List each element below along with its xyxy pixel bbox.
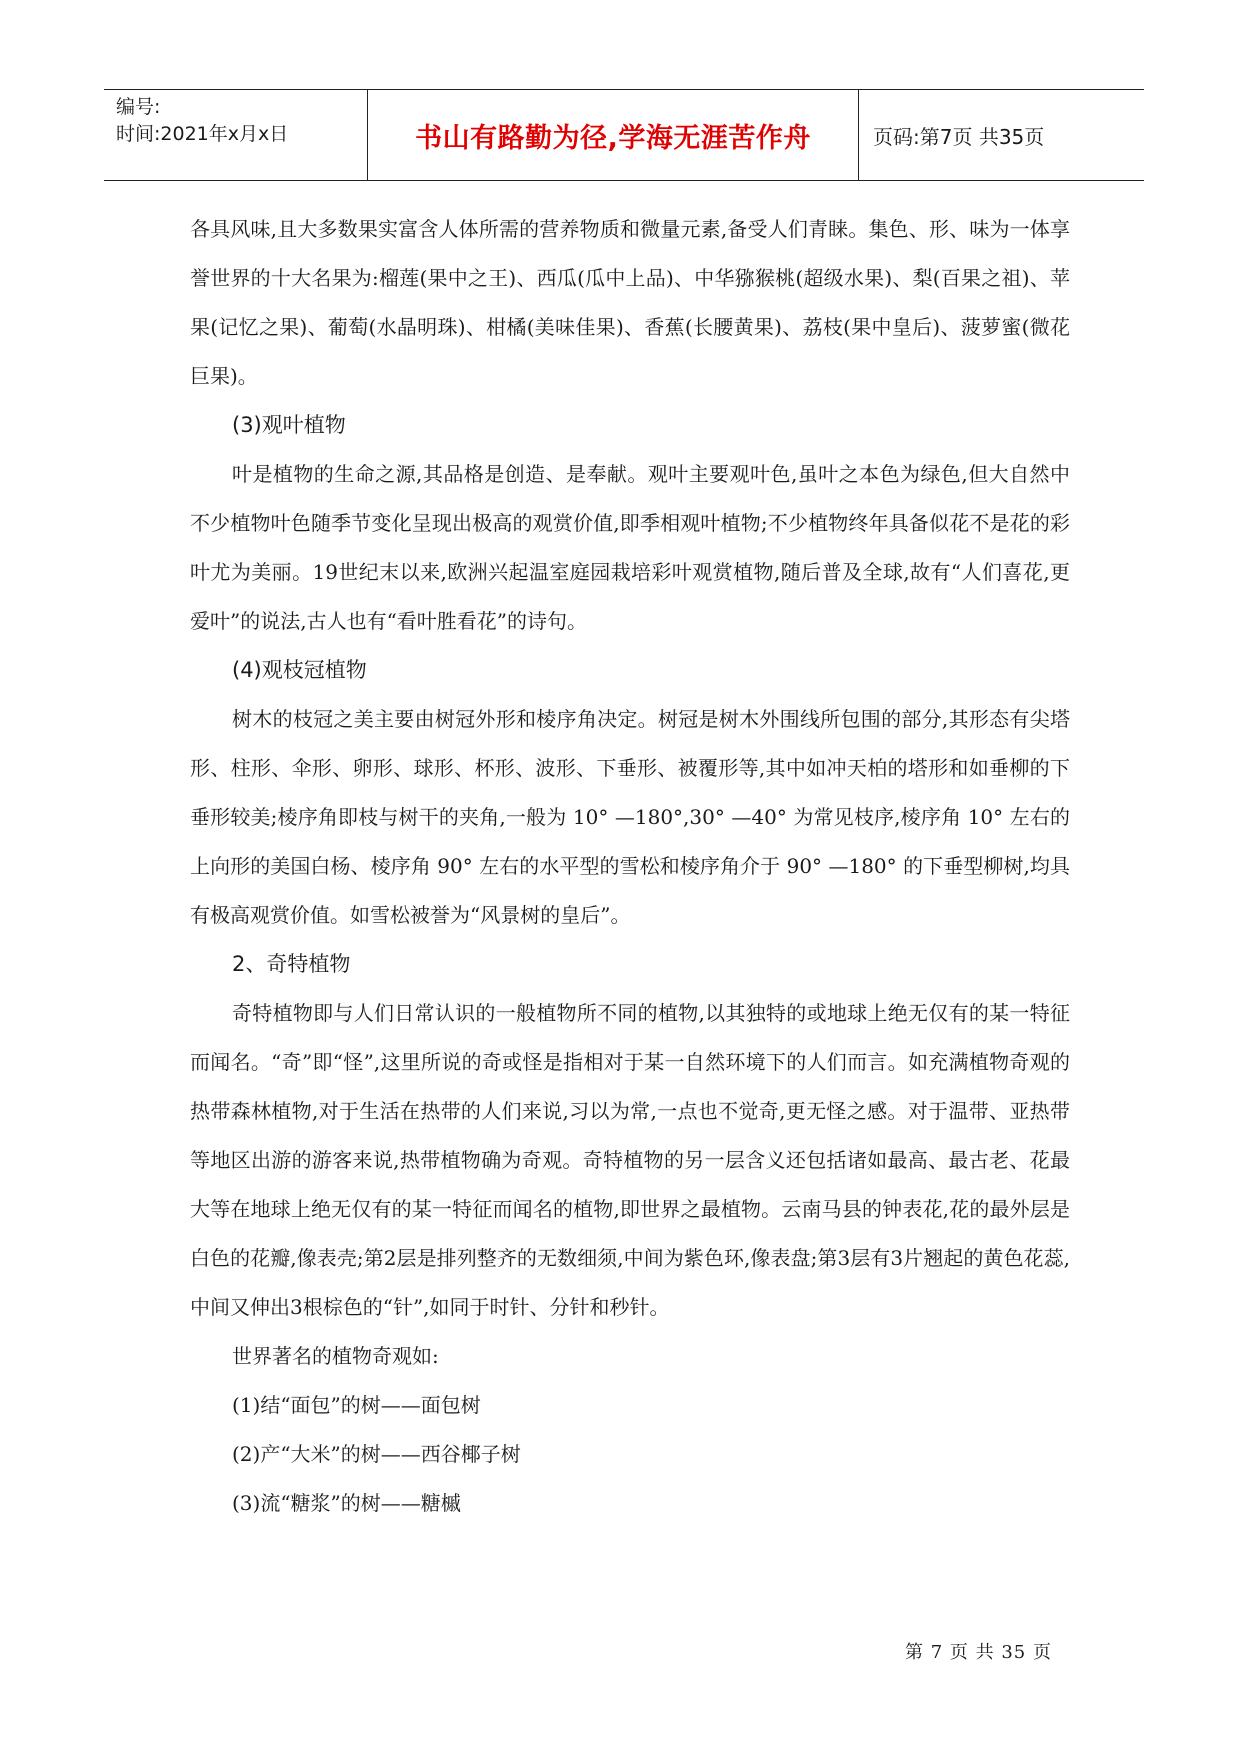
paragraph-wonders-intro: 世界著名的植物奇观如: bbox=[232, 1344, 439, 1368]
paragraph-foliage: 叶是植物的生命之源,其品格是创造、是奉献。观叶主要观叶色,虽叶之本色为绿色,但大自然中不少植物叶色随季节变化呈现出极高的观赏价值,即季相观叶植物;不少植物终年具备似花不是花的彩叶尤为美丽。19世纪末以来,欧洲兴起温室庭园栽培彩叶观赏植物,随后普及全球,故有“人们喜花,更爱叶”的说法,古人也有“看叶胜看花”的诗句。 bbox=[190, 462, 1070, 633]
list-item: (2)产“大米”的树——西谷椰子树 bbox=[232, 1442, 521, 1466]
paragraph-fruits: 各具风味,且大多数果实富含人体所需的营养物质和微量元素,备受人们青睐。集色、形、味为一体享誉世界的十大名果为:榴莲(果中之王)、西瓜(瓜中上品)、中华猕猴桃(超级水果)、梨(百果之祖)、苹果(记忆之果)、葡萄(水晶明珠)、柑橘(美味佳果)、香蕉(长腰黄果)、荔枝(果中皇后)、菠萝蜜(微花巨果)。 bbox=[190, 217, 1070, 388]
section-heading-crown: (4)观枝冠植物 bbox=[232, 658, 367, 682]
header-page-info: 页码:第7页 共35页 bbox=[873, 124, 1045, 149]
document-number-label: 编号: bbox=[116, 96, 161, 118]
paragraph-crown: 树木的枝冠之美主要由树冠外形和棱序角决定。树冠是树木外围线所包围的部分,其形态有尖塔形、柱形、伞形、卵形、球形、杯形、波形、下垂形、被覆形等,其中如冲天柏的塔形和如垂柳的下垂形较美;棱序角即枝与树干的夹角,一般为 10° —180°,30° —40° 为常见枝序,棱序角 10° 左右的上向形的美国白杨、棱序角 90° 左右的水平型的雪松和棱序角介于 90° —180° 的下垂型柳树,均具有极高观赏价值。如雪松被誉为“风景树的皇后”。 bbox=[190, 707, 1070, 927]
header-motto: 书山有路勤为径,学海无涯苦作舟 bbox=[368, 90, 859, 180]
list-item: (3)流“糖浆”的树——糖槭 bbox=[232, 1491, 461, 1515]
document-body bbox=[190, 205, 1070, 1528]
paragraph-peculiar: 奇特植物即与人们日常认识的一般植物所不同的植物,以其独特的或地球上绝无仅有的某一特征而闻名。“奇”即“怪”,这里所说的奇或怪是指相对于某一自然环境下的人们而言。如充满植物奇观的热带森林植物,对于生活在热带的人们来说,习以为常,一点也不觉奇,更无怪之感。对于温带、亚热带等地区出游的游客来说,热带植物确为奇观。奇特植物的另一层含义还包括诸如最高、最古老、花最大等在地球上绝无仅有的某一特征而闻名的植物,即世界之最植物。云南马县的钟表花,花的最外层是白色的花瓣,像表壳;第2层是排列整齐的无数细须,中间为紫色环,像表盘;第3层有3片翘起的黄色花蕊,中间又伸出3根棕色的“针”,如同于时针、分针和秒针。 bbox=[190, 1001, 1070, 1319]
document-time-label: 时间:2021年x月x日 bbox=[116, 123, 289, 145]
section-heading-foliage: (3)观叶植物 bbox=[232, 413, 346, 437]
page-header bbox=[104, 89, 1144, 181]
header-meta bbox=[104, 90, 368, 180]
section-heading-peculiar: 2、奇特植物 bbox=[232, 952, 351, 976]
list-item: (1)结“面包”的树——面包树 bbox=[232, 1393, 481, 1417]
page-footer: 第 7 页 共 35 页 bbox=[905, 1642, 1052, 1663]
